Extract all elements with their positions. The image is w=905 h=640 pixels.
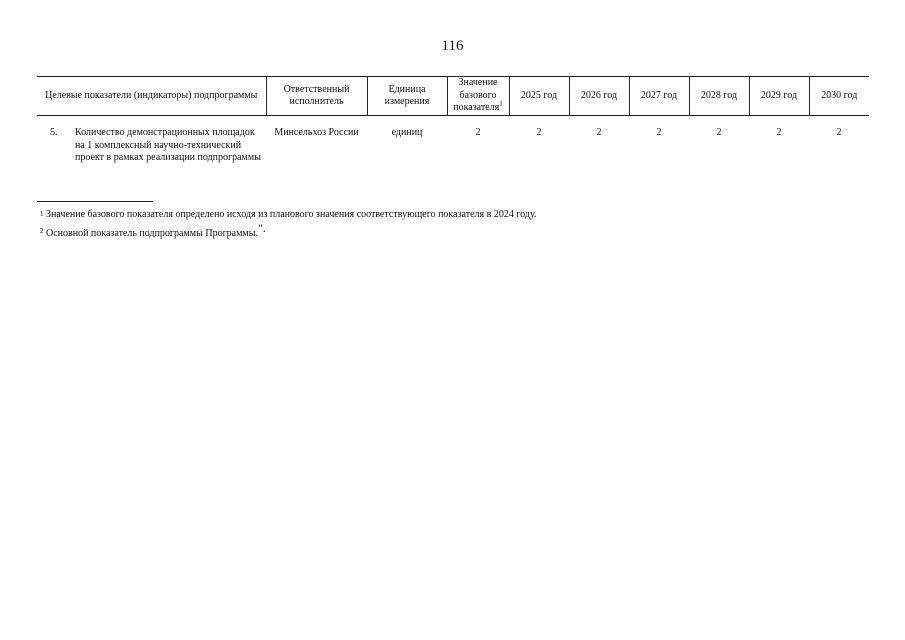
header-executor: Ответственный исполнитель: [266, 77, 367, 116]
row-executor: Минсельхоз России: [274, 127, 359, 138]
header-year-2030: 2030 год: [809, 77, 869, 116]
row-unit: единиц: [391, 127, 423, 138]
row-value-2030: 2: [836, 127, 842, 138]
row-indicator: Количество демонстрационных площадок на 1 комплексный научно-технический проект в рамках реализации подпрограммы: [75, 127, 261, 163]
header-year-2025: 2025 год: [509, 77, 569, 116]
header-unit: Единица измерения: [367, 77, 447, 116]
footnote-divider: [37, 201, 153, 202]
footnote-2-text: Основной показатель подпрограммы Программы.: [46, 228, 258, 239]
footnote-1-text: Значение базового показателя определено исходя из планового значения соответствующего показателя в 2024 году.: [46, 209, 537, 220]
footnote-1: [40, 209, 536, 221]
footnote-2-closing-quote: ".: [257, 221, 266, 235]
row-number: 5.: [50, 127, 58, 138]
footnote-2: [40, 221, 266, 240]
header-year-2028: 2028 год: [689, 77, 749, 116]
header-base-value: [447, 77, 509, 116]
header-year-2026: 2026 год: [569, 77, 629, 116]
footnote-1-mark: 1: [40, 210, 44, 218]
row-value-2027: 2: [656, 127, 662, 138]
row-value-2029: 2: [776, 127, 782, 138]
header-year-2027: 2027 год: [629, 77, 689, 116]
header-row: [37, 77, 869, 116]
footnote-2-mark: 2: [40, 227, 44, 235]
row-value-2026: 2: [596, 127, 602, 138]
page-number: 116: [441, 38, 464, 54]
row-base-value: 2: [475, 127, 481, 138]
footnote-ref-1: 1: [499, 99, 503, 108]
row-value-2025: 2: [536, 127, 542, 138]
row-value-2028: 2: [716, 127, 722, 138]
header-year-2029: 2029 год: [749, 77, 809, 116]
header-indicator: Целевые показатели (индикаторы) подпрограммы: [45, 89, 258, 101]
header-base-value-label: Значение базового показателя: [453, 77, 500, 114]
indicators-table: [37, 76, 869, 166]
table-row: [37, 116, 869, 166]
